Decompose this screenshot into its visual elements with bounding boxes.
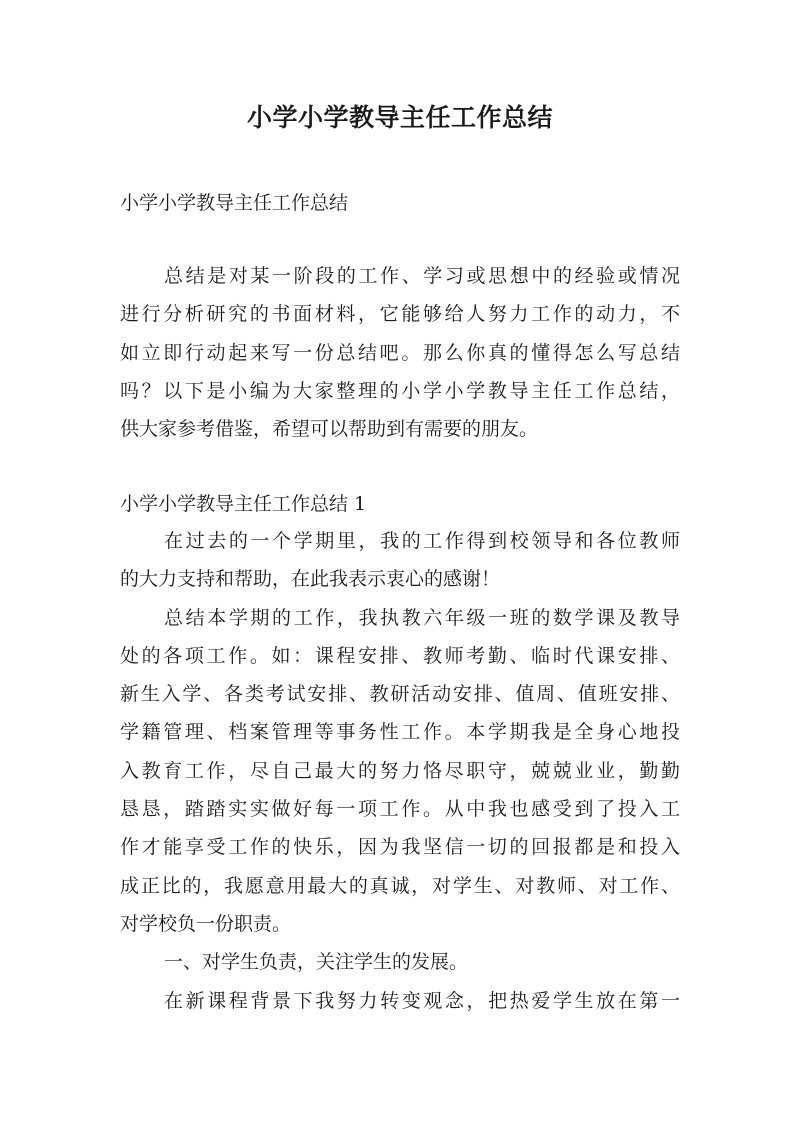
body-text: [120, 522, 680, 1020]
body-line: 对学校负一份职责。: [120, 912, 292, 935]
body-line: 的大力支持和帮助，在此我表示衷心的感谢！: [120, 568, 501, 591]
intro-line: 如立即行动起来写一份总结吧。那么你真的懂得怎么写总结: [120, 341, 680, 364]
body-line: 成正比的，我愿意用最大的真诚，对学生、对教师、对工作、: [120, 874, 680, 897]
intro-line: 吗？以下是小编为大家整理的小学小学教导主任工作总结，: [120, 379, 680, 402]
intro-line: 进行分析研究的书面材料，它能够给人努力工作的动力，不: [120, 303, 680, 326]
body-line: 在新课程背景下我努力转变观念，把热爱学生放在第一: [164, 989, 680, 1012]
section-heading: 小学小学教导主任工作总结 1: [120, 493, 367, 515]
body-line: 总结本学期的工作，我执教六年级一班的数学课及教导: [164, 606, 680, 629]
body-line: 作才能享受工作的快乐，因为我坚信一切的回报都是和投入: [120, 836, 680, 859]
body-line: 新生入学、各类考试安排、教研活动安排、值周、值班安排、: [120, 683, 680, 706]
intro-line: 总结是对某一阶段的工作、学习或思想中的经验或情况: [164, 265, 680, 287]
body-line: 入教育工作，尽自己最大的努力恪尽职守，兢兢业业，勤勤: [120, 759, 680, 782]
intro-paragraph: [120, 257, 680, 448]
document-title: 小学小学教导主任工作总结: [246, 103, 553, 132]
body-line: 处的各项工作。如：课程安排、教师考勤、临时代课安排、: [120, 644, 680, 667]
body-line: 一、对学生负责，关注学生的发展。: [164, 951, 469, 974]
body-line: 恳恳，踏踏实实做好每一项工作。从中我也感受到了投入工: [120, 798, 680, 821]
body-line: 在过去的一个学期里，我的工作得到校领导和各位教师: [164, 530, 680, 552]
intro-line: 供大家参考借鉴，希望可以帮助到有需要的朋友。: [120, 418, 539, 441]
body-line: 学籍管理、档案管理等事务性工作。本学期我是全身心地投: [120, 721, 680, 744]
document-subtitle: 小学小学教导主任工作总结: [120, 192, 349, 214]
